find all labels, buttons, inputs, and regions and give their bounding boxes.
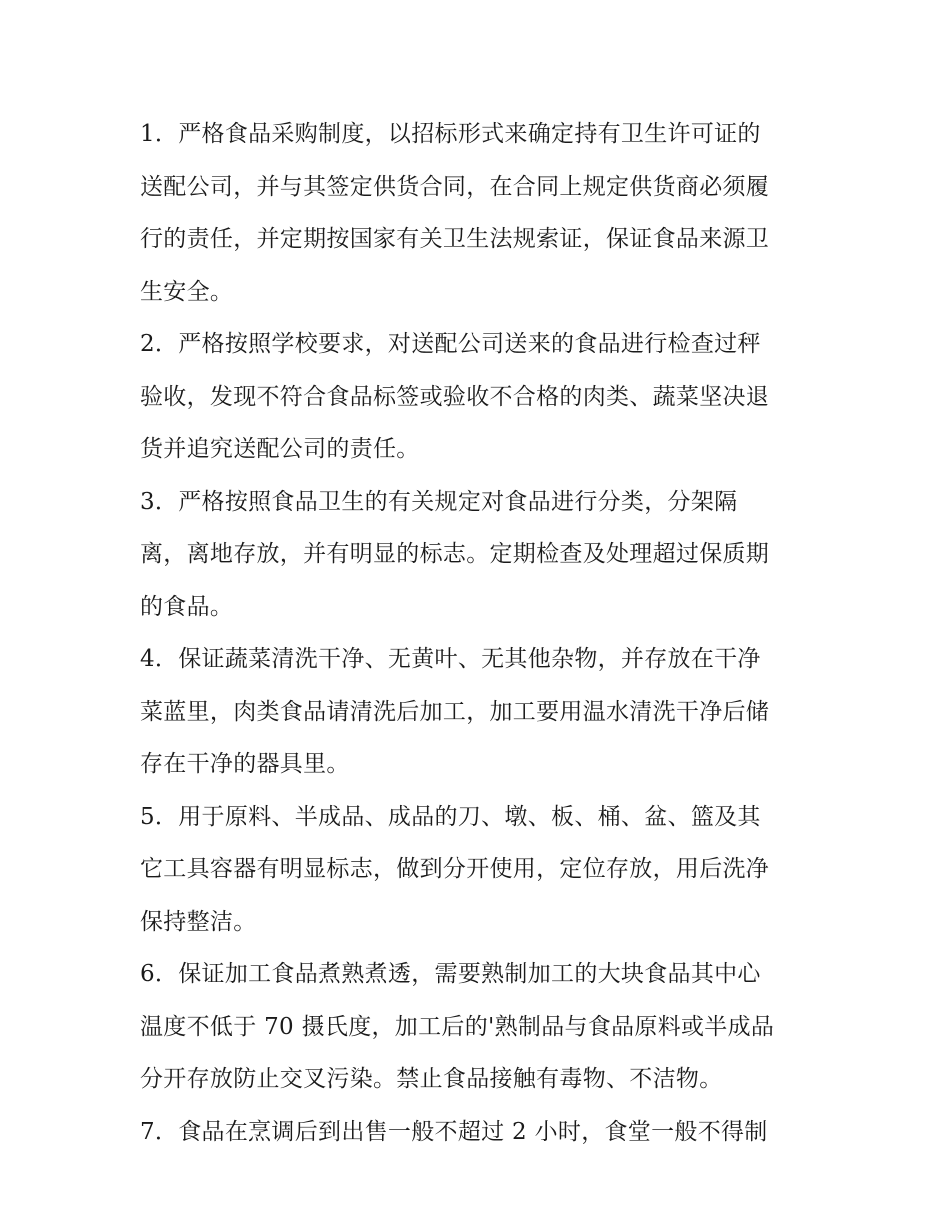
text-line: 送配公司，并与其签定供货合同，在合同上规定供货商必须履 — [140, 173, 770, 200]
text-line: 菜蓝里，肉类食品请清洗后加工，加工要用温水清洗干净后储 — [140, 698, 770, 725]
text-line: 货并追究送配公司的责任。 — [140, 436, 420, 462]
paragraph-6 — [140, 948, 820, 1106]
text-line: 分开存放防止交叉污染。禁止食品接触有毒物、不洁物。 — [140, 1066, 723, 1092]
text-line: 4．保证蔬菜清洗干净、无黄叶、无其他杂物，并存放在干净 — [140, 646, 761, 672]
text-line: 3．严格按照食品卫生的有关规定对食品进行分类，分架隔 — [140, 488, 738, 515]
text-line: 1．严格食品采购制度，以招标形式来确定持有卫生许可证的 — [140, 121, 761, 147]
text-line: 生安全。 — [140, 278, 234, 305]
text-line: 存在干净的器具里。 — [140, 751, 350, 777]
text-line: 它工具容器有明显标志，做到分开使用，定位存放，用后洗净 — [140, 856, 770, 882]
paragraph-4 — [140, 633, 820, 791]
text-line: 2．严格按照学校要求，对送配公司送来的食品进行检查过秤 — [140, 331, 761, 357]
paragraph-3 — [140, 476, 820, 634]
text-line: 离，离地存放，并有明显的标志。定期检查及处理超过保质期 — [140, 541, 770, 567]
text-line: 行的责任，并定期按国家有关卫生法规索证，保证食品来源卫 — [140, 226, 770, 252]
paragraph-1 — [140, 108, 820, 318]
paragraph-5 — [140, 791, 820, 949]
document-body — [140, 108, 820, 1158]
text-line: 6．保证加工食品煮熟煮透，需要熟制加工的大块食品其中心 — [140, 961, 761, 987]
text-line: 的食品。 — [140, 593, 234, 620]
paragraph-2 — [140, 318, 820, 476]
text-line: 验收，发现不符合食品标签或验收不合格的肉类、蔬菜坚决退 — [140, 383, 770, 410]
text-line: 5．用于原料、半成品、成品的刀、墩、板、桶、盆、篮及其 — [140, 803, 761, 830]
paragraph-7 — [140, 1106, 820, 1159]
text-line: 温度不低于 70 摄氏度，加工后的'熟制品与食品原料或半成品 — [140, 1013, 775, 1040]
text-line: 7．食品在烹调后到出售一般不超过 2 小时，食堂一般不得制 — [140, 1118, 768, 1145]
text-line: 保持整洁。 — [140, 908, 257, 935]
